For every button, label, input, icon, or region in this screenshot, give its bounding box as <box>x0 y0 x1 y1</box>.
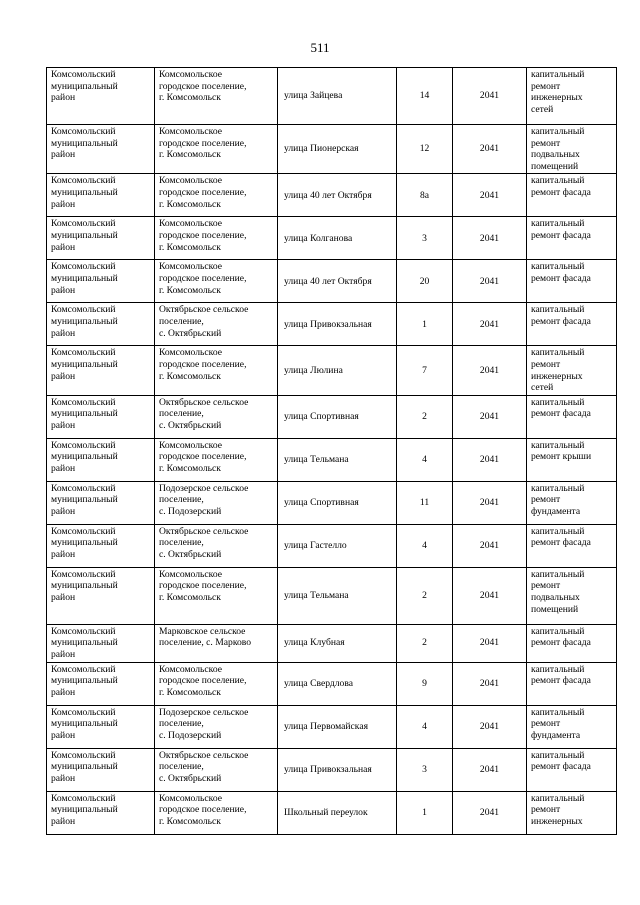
work-type-cell <box>527 174 617 217</box>
district-cell <box>47 346 155 395</box>
district-cell-text: Комсомольский муниципальный район <box>51 706 118 741</box>
work-type-cell-text: капитальный ремонт крыши <box>531 439 592 463</box>
house-number-cell <box>397 395 453 438</box>
year-cell-text: 2041 <box>479 318 500 330</box>
settlement-cell-text: Подозерское сельское поселение, с. Подозерский <box>159 706 249 741</box>
table-row <box>47 438 617 481</box>
year-cell <box>453 438 527 481</box>
table-row <box>47 481 617 524</box>
work-type-cell <box>527 125 617 174</box>
work-type-cell-text: капитальный ремонт подвальных помещений <box>531 126 585 172</box>
district-cell <box>47 125 155 174</box>
work-type-cell-text: капитальный ремонт фасада <box>531 396 591 420</box>
district-cell <box>47 705 155 748</box>
table-row <box>47 303 617 346</box>
settlement-cell <box>155 705 278 748</box>
house-number-cell <box>397 791 453 834</box>
year-cell-text: 2041 <box>479 189 500 201</box>
street-cell <box>278 395 397 438</box>
year-cell <box>453 346 527 395</box>
house-number-cell <box>397 346 453 395</box>
settlement-cell-text: Комсомольское городское поселение, г. Комсомольск <box>159 663 247 698</box>
district-cell <box>47 481 155 524</box>
table-row <box>47 624 617 662</box>
house-number-cell-text: 2 <box>422 637 427 649</box>
district-cell <box>47 68 155 125</box>
house-number-cell-text: 4 <box>422 720 427 732</box>
year-cell <box>453 524 527 567</box>
work-type-cell-text: капитальный ремонт фундамента <box>531 706 585 741</box>
house-number-cell <box>397 524 453 567</box>
year-cell-text: 2041 <box>479 806 500 818</box>
work-type-cell-text: капитальный ремонт фасада <box>531 304 591 327</box>
settlement-cell-text: Комсомольское городское поселение, г. Комсомольск <box>159 568 247 603</box>
street-cell <box>278 68 397 125</box>
work-type-cell <box>527 438 617 481</box>
street-cell <box>278 524 397 567</box>
district-cell-text: Комсомольский муниципальный район <box>51 792 118 827</box>
street-cell-text: улица Пионерская <box>284 143 359 155</box>
street-cell-text: улица Спортивная <box>284 496 359 508</box>
settlement-cell <box>155 303 278 346</box>
district-cell-text: Комсомольский муниципальный район <box>51 218 118 253</box>
house-number-cell-text: 12 <box>419 143 430 155</box>
district-cell <box>47 624 155 662</box>
settlement-cell <box>155 662 278 705</box>
work-type-cell-text: капитальный ремонт фасада <box>531 175 591 198</box>
settlement-cell-text: Марковское сельское поселение, с. Марково <box>159 625 252 649</box>
street-cell <box>278 748 397 791</box>
house-number-cell <box>397 624 453 662</box>
district-cell-text: Комсомольский муниципальный район <box>51 347 118 382</box>
work-type-cell <box>527 481 617 524</box>
settlement-cell-text: Комсомольское городское поселение, г. Комсомольск <box>159 69 247 104</box>
house-number-cell <box>397 748 453 791</box>
settlement-cell-text: Октябрьское сельское поселение, с. Октябрьский <box>159 525 249 560</box>
settlement-cell-text: Октябрьское сельское поселение, с. Октябрьский <box>159 749 249 784</box>
settlement-cell-text: Октябрьское сельское поселение, с. Октябрьский <box>159 304 249 339</box>
settlement-cell-text: Подозерское сельское поселение, с. Подозерский <box>159 482 249 517</box>
district-cell-text: Комсомольский муниципальный район <box>51 69 118 104</box>
settlement-cell <box>155 524 278 567</box>
house-number-cell <box>397 567 453 624</box>
table-row <box>47 217 617 260</box>
house-number-cell-text: 1 <box>422 806 427 818</box>
street-cell <box>278 624 397 662</box>
table-row <box>47 125 617 174</box>
street-cell-text: Школьный переулок <box>284 806 368 818</box>
year-cell <box>453 174 527 217</box>
district-cell-text: Комсомольский муниципальный район <box>51 439 118 474</box>
year-cell-text: 2041 <box>479 720 500 732</box>
settlement-cell <box>155 395 278 438</box>
work-type-cell <box>527 524 617 567</box>
district-cell <box>47 174 155 217</box>
house-number-cell <box>397 125 453 174</box>
work-type-cell <box>527 346 617 395</box>
house-number-cell-text: 7 <box>422 364 427 376</box>
work-type-cell-text: капитальный ремонт инженерных сетей <box>531 347 585 394</box>
street-cell-text: улица 40 лет Октября <box>284 189 372 201</box>
work-type-cell-text: капитальный ремонт фасада <box>531 663 591 687</box>
settlement-cell-text: Комсомольское городское поселение, г. Комсомольск <box>159 126 247 161</box>
work-type-cell <box>527 624 617 662</box>
year-cell-text: 2041 <box>479 143 500 155</box>
table-row <box>47 705 617 748</box>
work-type-cell <box>527 748 617 791</box>
table-row <box>47 748 617 791</box>
work-type-cell <box>527 68 617 125</box>
work-type-cell <box>527 567 617 624</box>
district-cell <box>47 260 155 303</box>
district-cell-text: Комсомольский муниципальный район <box>51 482 118 517</box>
house-number-cell-text: 2 <box>422 410 427 422</box>
settlement-cell <box>155 481 278 524</box>
district-cell-text: Комсомольский муниципальный район <box>51 749 118 784</box>
table-row <box>47 68 617 125</box>
settlement-cell <box>155 217 278 260</box>
year-cell-text: 2041 <box>479 232 500 244</box>
district-cell-text: Комсомольский муниципальный район <box>51 568 118 603</box>
year-cell-text: 2041 <box>479 275 500 287</box>
street-cell <box>278 567 397 624</box>
street-cell <box>278 481 397 524</box>
house-number-cell <box>397 303 453 346</box>
settlement-cell <box>155 68 278 125</box>
year-cell <box>453 662 527 705</box>
house-number-cell-text: 14 <box>419 90 430 102</box>
house-number-cell <box>397 662 453 705</box>
district-cell <box>47 524 155 567</box>
year-cell <box>453 125 527 174</box>
settlement-cell <box>155 174 278 217</box>
house-number-cell-text: 1 <box>422 318 427 330</box>
settlement-cell-text: Комсомольское городское поселение, г. Комсомольск <box>159 175 247 210</box>
district-cell <box>47 438 155 481</box>
year-cell-text: 2041 <box>479 364 500 376</box>
district-cell <box>47 395 155 438</box>
year-cell <box>453 303 527 346</box>
district-cell <box>47 217 155 260</box>
table-row <box>47 346 617 395</box>
work-type-cell-text: капитальный ремонт фасада <box>531 749 591 773</box>
page-number: 511 <box>310 40 330 55</box>
district-cell <box>47 791 155 834</box>
house-number-cell-text: 4 <box>422 539 427 551</box>
street-cell-text: улица Клубная <box>284 637 345 649</box>
street-cell-text: улица Тельмана <box>284 453 349 465</box>
work-type-cell <box>527 395 617 438</box>
work-type-cell <box>527 705 617 748</box>
year-cell-text: 2041 <box>479 496 500 508</box>
district-cell <box>47 662 155 705</box>
year-cell <box>453 481 527 524</box>
settlement-cell-text: Комсомольское городское поселение, г. Комсомольск <box>159 261 247 296</box>
settlement-cell <box>155 791 278 834</box>
work-type-cell-text: капитальный ремонт инженерных <box>531 792 585 827</box>
year-cell-text: 2041 <box>479 637 500 649</box>
street-cell-text: улица Колганова <box>284 232 353 244</box>
house-number-cell <box>397 481 453 524</box>
house-number-cell-text: 9 <box>422 677 427 689</box>
year-cell <box>453 395 527 438</box>
house-number-cell <box>397 260 453 303</box>
settlement-cell <box>155 346 278 395</box>
house-number-cell-text: 2 <box>422 589 427 601</box>
work-type-cell-text: капитальный ремонт подвальных помещений <box>531 568 585 615</box>
work-type-cell-text: капитальный ремонт фасада <box>531 625 591 649</box>
house-number-cell-text: 8а <box>419 189 430 201</box>
year-cell <box>453 217 527 260</box>
district-cell-text: Комсомольский муниципальный район <box>51 525 118 560</box>
settlement-cell-text: Комсомольское городское поселение, г. Комсомольск <box>159 347 247 382</box>
settlement-cell-text: Октябрьское сельское поселение, с. Октябрьский <box>159 396 249 431</box>
work-type-cell <box>527 791 617 834</box>
street-cell <box>278 346 397 395</box>
year-cell-text: 2041 <box>479 453 500 465</box>
work-type-cell-text: капитальный ремонт фундамента <box>531 482 585 517</box>
work-type-cell <box>527 303 617 346</box>
settlement-cell <box>155 567 278 624</box>
house-number-cell <box>397 174 453 217</box>
year-cell <box>453 748 527 791</box>
house-number-cell <box>397 68 453 125</box>
street-cell <box>278 705 397 748</box>
work-type-cell-text: капитальный ремонт инженерных сетей <box>531 69 585 115</box>
street-cell-text: улица Спортивная <box>284 410 359 422</box>
table-row <box>47 567 617 624</box>
work-type-cell-text: капитальный ремонт фасада <box>531 525 591 549</box>
street-cell-text: улица Люлина <box>284 364 343 376</box>
settlement-cell-text: Комсомольское городское поселение, г. Комсомольск <box>159 792 247 827</box>
district-cell <box>47 567 155 624</box>
district-cell-text: Комсомольский муниципальный район <box>51 304 118 339</box>
year-cell-text: 2041 <box>479 410 500 422</box>
house-number-cell-text: 4 <box>422 453 427 465</box>
settlement-cell <box>155 125 278 174</box>
year-cell <box>453 624 527 662</box>
district-cell <box>47 748 155 791</box>
house-number-cell-text: 20 <box>419 275 430 287</box>
house-number-cell <box>397 705 453 748</box>
work-type-cell-text: капитальный ремонт фасада <box>531 218 591 241</box>
street-cell <box>278 125 397 174</box>
house-number-cell <box>397 217 453 260</box>
district-cell-text: Комсомольский муниципальный район <box>51 396 118 431</box>
year-cell <box>453 567 527 624</box>
street-cell-text: улица Свердлова <box>284 677 354 689</box>
district-cell-text: Комсомольский муниципальный район <box>51 663 118 698</box>
district-cell <box>47 303 155 346</box>
settlement-cell <box>155 260 278 303</box>
house-number-cell-text: 3 <box>422 763 427 775</box>
street-cell <box>278 791 397 834</box>
year-cell-text: 2041 <box>479 677 500 689</box>
street-cell <box>278 662 397 705</box>
street-cell <box>278 438 397 481</box>
settlement-cell <box>155 748 278 791</box>
year-cell <box>453 68 527 125</box>
street-cell <box>278 260 397 303</box>
work-type-cell <box>527 217 617 260</box>
district-cell-text: Комсомольский муниципальный район <box>51 126 118 161</box>
year-cell-text: 2041 <box>479 589 500 601</box>
year-cell-text: 2041 <box>479 90 500 102</box>
street-cell <box>278 174 397 217</box>
year-cell-text: 2041 <box>479 539 500 551</box>
table-row <box>47 260 617 303</box>
street-cell <box>278 217 397 260</box>
settlement-cell <box>155 624 278 662</box>
year-cell <box>453 260 527 303</box>
work-type-cell <box>527 260 617 303</box>
street-cell-text: улица 40 лет Октября <box>284 275 372 287</box>
house-number-cell <box>397 438 453 481</box>
settlement-cell-text: Комсомольское городское поселение, г. Комсомольск <box>159 439 247 474</box>
street-cell-text: улица Зайцева <box>284 90 343 102</box>
district-cell-text: Комсомольский муниципальный район <box>51 261 118 296</box>
table-row <box>47 395 617 438</box>
table-row <box>47 524 617 567</box>
street-cell-text: улица Первомайская <box>284 720 368 732</box>
district-cell-text: Комсомольский муниципальный район <box>51 175 118 210</box>
house-number-cell-text: 3 <box>422 232 427 244</box>
street-cell-text: улица Гастелло <box>284 539 347 551</box>
table-body <box>47 68 617 835</box>
settlement-cell <box>155 438 278 481</box>
street-cell-text: улица Привокзальная <box>284 318 372 330</box>
year-cell <box>453 791 527 834</box>
table-row <box>47 174 617 217</box>
work-type-cell-text: капитальный ремонт фасада <box>531 261 591 284</box>
table-row <box>47 662 617 705</box>
settlement-cell-text: Комсомольское городское поселение, г. Комсомольск <box>159 218 247 253</box>
repair-schedule-table <box>46 67 617 835</box>
street-cell <box>278 303 397 346</box>
table-row <box>47 791 617 834</box>
year-cell-text: 2041 <box>479 763 500 775</box>
house-number-cell-text: 11 <box>419 496 430 508</box>
street-cell-text: улица Привокзальная <box>284 763 372 775</box>
work-type-cell <box>527 662 617 705</box>
year-cell <box>453 705 527 748</box>
district-cell-text: Комсомольский муниципальный район <box>51 625 118 660</box>
street-cell-text: улица Тельмана <box>284 589 349 601</box>
